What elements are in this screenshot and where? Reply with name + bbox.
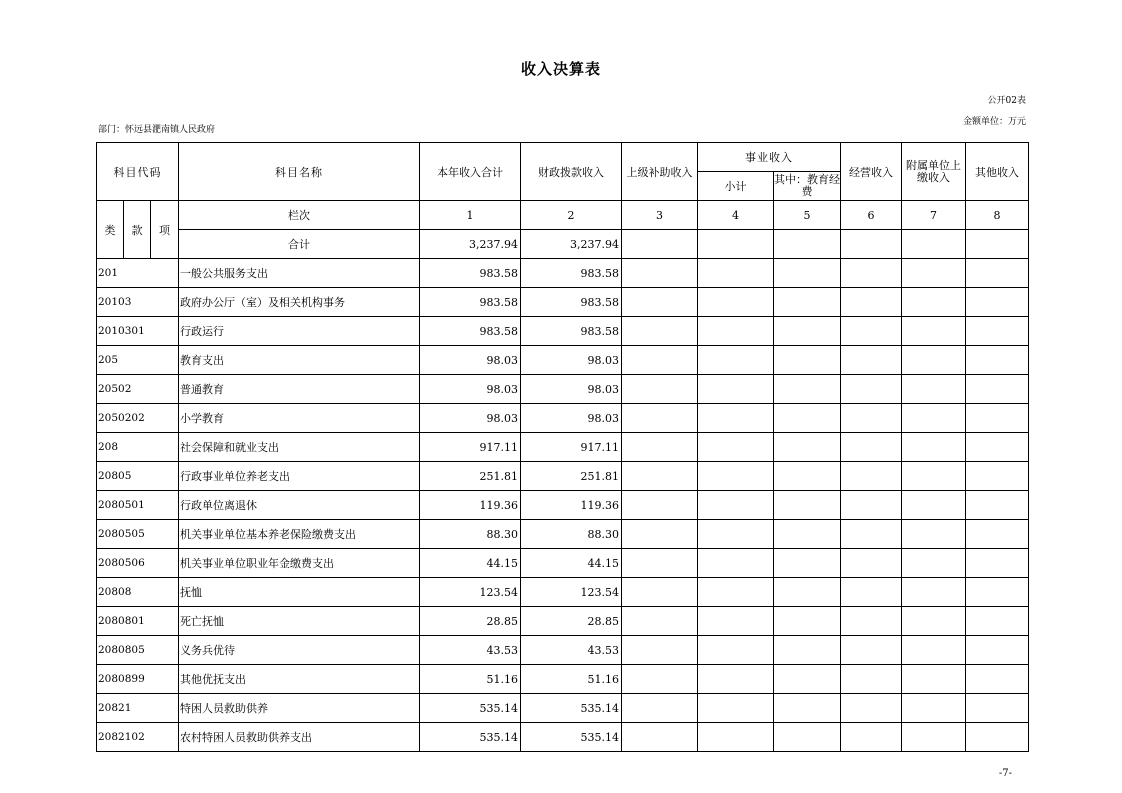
total-income-value: 119.36 xyxy=(420,491,521,520)
total-income-value: 44.15 xyxy=(420,549,521,578)
form-number: 公开02表 xyxy=(987,96,1026,106)
total-income-value: 917.11 xyxy=(420,433,521,462)
header-total-income: 本年收入合计 xyxy=(420,143,521,201)
fiscal-income-value: 44.15 xyxy=(521,549,622,578)
header-row xyxy=(97,143,1029,172)
table-row xyxy=(97,694,1029,723)
table-row xyxy=(97,462,1029,491)
fiscal-income-value: 98.03 xyxy=(521,404,622,433)
page-title: 收入决算表 xyxy=(520,60,601,78)
header-subject-code: 科目代码 xyxy=(97,143,179,201)
total-fiscal-value: 3,237.94 xyxy=(521,230,622,259)
total-income-value: 98.03 xyxy=(420,375,521,404)
subject-code: 20103 xyxy=(97,288,179,317)
fiscal-income-value: 535.14 xyxy=(521,694,622,723)
page-number: -7- xyxy=(998,768,1012,779)
subject-name: 普通教育 xyxy=(179,375,420,404)
table-row xyxy=(97,288,1029,317)
subject-code: 2080899 xyxy=(97,665,179,694)
col-number: 3 xyxy=(622,201,698,230)
table-row xyxy=(97,404,1029,433)
header-other-income: 其他收入 xyxy=(966,143,1029,201)
header-subject-name: 科目名称 xyxy=(179,143,420,201)
subject-name: 死亡抚恤 xyxy=(179,607,420,636)
header-business-income: 事业收入 xyxy=(698,143,841,172)
total-income-value: 88.30 xyxy=(420,520,521,549)
header-affiliated-income: 附属单位上缴收入 xyxy=(902,143,966,201)
amount-unit: 金额单位：万元 xyxy=(962,117,1026,127)
subject-name: 义务兵优待 xyxy=(179,636,420,665)
col-number: 2 xyxy=(521,201,622,230)
fiscal-income-value: 119.36 xyxy=(521,491,622,520)
subject-code: 2080801 xyxy=(97,607,179,636)
col-number: 4 xyxy=(698,201,774,230)
fiscal-income-value: 123.54 xyxy=(521,578,622,607)
total-income-value: 983.58 xyxy=(420,259,521,288)
col-number: 8 xyxy=(966,201,1029,230)
subject-name: 机关事业单位职业年金缴费支出 xyxy=(179,549,420,578)
table-row xyxy=(97,665,1029,694)
subject-code: 2050202 xyxy=(97,404,179,433)
department-label: 部门：怀远县淝南镇人民政府 xyxy=(98,125,216,135)
total-income-value: 983.58 xyxy=(420,317,521,346)
col-number: 1 xyxy=(420,201,521,230)
total-income-value: 535.14 xyxy=(420,694,521,723)
subject-code: 2010301 xyxy=(97,317,179,346)
subject-code: 20805 xyxy=(97,462,179,491)
subject-name: 行政事业单位养老支出 xyxy=(179,462,420,491)
fiscal-income-value: 983.58 xyxy=(521,288,622,317)
subject-name: 行政单位离退休 xyxy=(179,491,420,520)
fiscal-income-value: 535.14 xyxy=(521,723,622,752)
fiscal-income-value: 88.30 xyxy=(521,520,622,549)
fiscal-income-value: 43.53 xyxy=(521,636,622,665)
total-income-value: 43.53 xyxy=(420,636,521,665)
subject-code: 20808 xyxy=(97,578,179,607)
subject-code: 20821 xyxy=(97,694,179,723)
header-education-fund: 其中：教育经费 xyxy=(774,172,841,201)
subject-name: 小学教育 xyxy=(179,404,420,433)
subject-code: 2082102 xyxy=(97,723,179,752)
fiscal-income-value: 917.11 xyxy=(521,433,622,462)
fiscal-income-value: 28.85 xyxy=(521,607,622,636)
total-income-value: 3,237.94 xyxy=(420,230,521,259)
subject-code: 2080505 xyxy=(97,520,179,549)
column-number-row xyxy=(97,201,1029,230)
header-fiscal-income: 财政拨款收入 xyxy=(521,143,622,201)
fiscal-income-value: 51.16 xyxy=(521,665,622,694)
table-row xyxy=(97,375,1029,404)
table-row xyxy=(97,520,1029,549)
fiscal-income-value: 983.58 xyxy=(521,317,622,346)
subject-name: 社会保障和就业支出 xyxy=(179,433,420,462)
col-number: 6 xyxy=(841,201,902,230)
fiscal-income-value: 983.58 xyxy=(521,259,622,288)
header-operating-income: 经营收入 xyxy=(841,143,902,201)
header-xiang: 项 xyxy=(151,201,179,259)
header-subtotal: 小计 xyxy=(698,172,774,201)
table-row xyxy=(97,549,1029,578)
subject-code: 2080501 xyxy=(97,491,179,520)
subject-name: 一般公共服务支出 xyxy=(179,259,420,288)
header-kuan: 款 xyxy=(124,201,151,259)
subject-name: 特困人员救助供养 xyxy=(179,694,420,723)
fiscal-income-value: 251.81 xyxy=(521,462,622,491)
table-row xyxy=(97,491,1029,520)
total-income-value: 51.16 xyxy=(420,665,521,694)
subject-name: 抚恤 xyxy=(179,578,420,607)
subject-name: 行政运行 xyxy=(179,317,420,346)
fiscal-income-value: 98.03 xyxy=(521,375,622,404)
subject-code: 2080805 xyxy=(97,636,179,665)
table-row xyxy=(97,723,1029,752)
subject-name: 农村特困人员救助供养支出 xyxy=(179,723,420,752)
total-label: 合计 xyxy=(179,230,420,259)
table-row xyxy=(97,636,1029,665)
subject-code: 20502 xyxy=(97,375,179,404)
income-table xyxy=(96,142,1029,752)
fiscal-income-value: 98.03 xyxy=(521,346,622,375)
total-row xyxy=(97,230,1029,259)
header-lanci: 栏次 xyxy=(179,201,420,230)
subject-name: 政府办公厅（室）及相关机构事务 xyxy=(179,288,420,317)
subject-name: 教育支出 xyxy=(179,346,420,375)
table-row xyxy=(97,259,1029,288)
col-number: 7 xyxy=(902,201,966,230)
subject-code: 208 xyxy=(97,433,179,462)
subject-name: 其他优抚支出 xyxy=(179,665,420,694)
header-superior-income: 上级补助收入 xyxy=(622,143,698,201)
table-row xyxy=(97,317,1029,346)
total-income-value: 98.03 xyxy=(420,346,521,375)
total-income-value: 251.81 xyxy=(420,462,521,491)
total-income-value: 983.58 xyxy=(420,288,521,317)
header-lei: 类 xyxy=(97,201,124,259)
total-income-value: 28.85 xyxy=(420,607,521,636)
subject-code: 205 xyxy=(97,346,179,375)
table-row xyxy=(97,346,1029,375)
subject-code: 2080506 xyxy=(97,549,179,578)
total-income-value: 535.14 xyxy=(420,723,521,752)
table-row xyxy=(97,578,1029,607)
col-number: 5 xyxy=(774,201,841,230)
table-row xyxy=(97,433,1029,462)
total-income-value: 98.03 xyxy=(420,404,521,433)
table-row xyxy=(97,607,1029,636)
total-income-value: 123.54 xyxy=(420,578,521,607)
subject-code: 201 xyxy=(97,259,179,288)
subject-name: 机关事业单位基本养老保险缴费支出 xyxy=(179,520,420,549)
